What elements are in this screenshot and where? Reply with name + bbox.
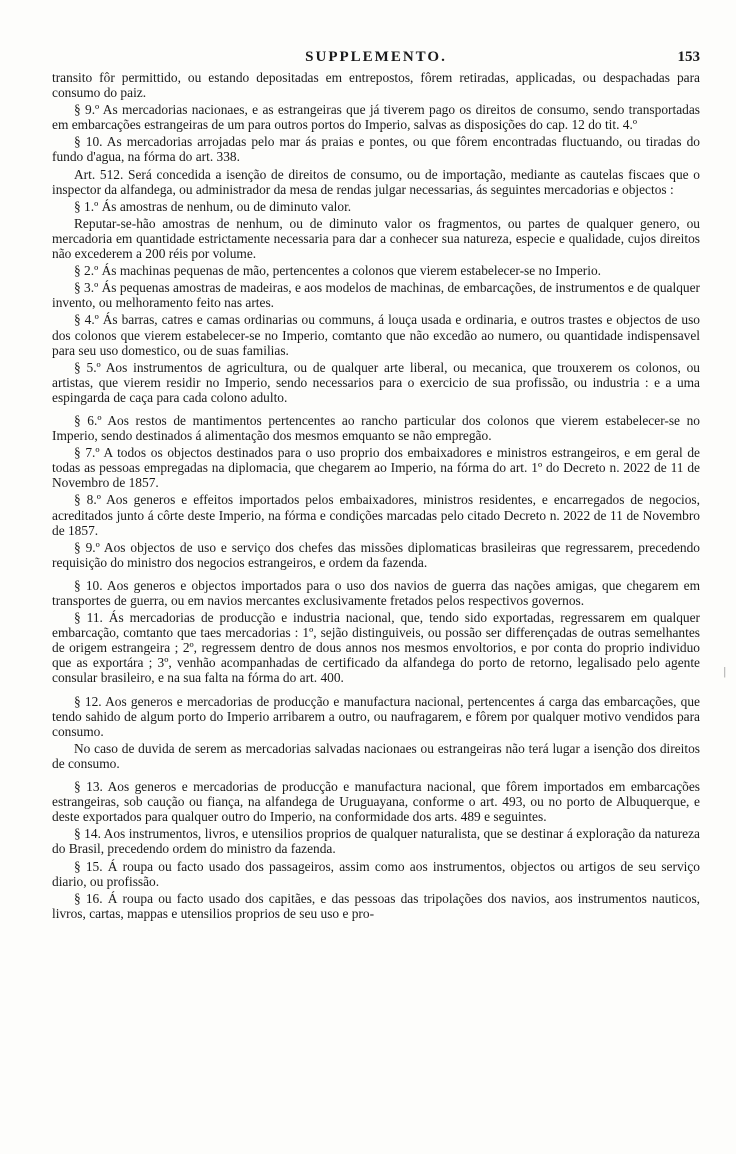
paragraph-article-512: Art. 512. Será concedida a isenção de direitos de consumo, ou de importação, mediante as cautelas fiscaes que o inspector da alfandega, ou administrador da mesa de rendas julgar necessarias, ás seguintes mercadorias e objectos :	[52, 166, 700, 197]
paragraph-section-12: § 12. Aos generos e mercadorias de producção e manufactura nacional, pertencentes á carga das embarcações, que tendo sahido de algum porto do Imperio arribarem a outro, ou naufragarem, e fôrem por qualquer motivo vendidos para consumo.	[52, 693, 700, 739]
paragraph-section-14: § 14. Aos instrumentos, livros, e utensilios proprios de qualquer naturalista, que se destinar á exploração da natureza do Brasil, precedendo ordem do ministro da fazenda.	[52, 826, 700, 857]
paragraph-section-3: § 3.º Ás pequenas amostras de madeiras, e aos modelos de machinas, de embarcações, de instrumentos e de qualquer invento, ou melhoramento feito nas artes.	[52, 280, 700, 311]
paragraph-section-9b: § 9.º Aos objectos de uso e serviço dos chefes das missões diplomaticas brasileiras que regressarem, precedendo requisição do ministro dos negocios estrangeiros, e ordem da fazenda.	[52, 539, 700, 570]
paragraph-section-13: § 13. Aos generos e mercadorias de producção e manufactura nacional, que fôrem importados em embarcações estrangeiras, sob caução ou fiança, na alfandega de Uruguayana, conforme o art. 493, ou no porto de Albuquerque, e deste exportados para qualquer outro do Imperio, na conformidade dos arts. 489 e seguintes.	[52, 779, 700, 825]
paragraph-section-15: § 15. Á roupa ou facto usado dos passageiros, assim como aos instrumentos, objectos ou artigos de seu serviço diario, ou profissão.	[52, 858, 700, 889]
paragraph-samples-definition: Reputar-se-hão amostras de nenhum, ou de diminuto valor os fragmentos, ou partes de qualquer genero, ou mercadoria em quantidade estrictamente necessaria para dar a conhecer sua natureza, especie e qualidade, cujos direitos não excederem a 200 réis por volume.	[52, 215, 700, 262]
paragraph-section-5: § 5.º Aos instrumentos de agricultura, ou de qualquer arte liberal, ou mecanica, que trouxerem os colonos, ou artistas, que vierem residir no Imperio, sendo necessarios para o exercicio de sua profissão, ou industria : e a uma espingarda de caça para cada colono adulto.	[52, 359, 700, 405]
paragraph-section-10b: § 10. Aos generos e objectos importados para o uso dos navios de guerra das nações amigas, que chegarem em transportes de guerra, ou em navios mercantes exclusivamente fretados pelos respectivos governos.	[52, 577, 700, 608]
paragraph-section-2: § 2.º Ás machinas pequenas de mão, pertencentes a colonos que vierem estabelecer-se no Imperio.	[74, 263, 602, 279]
paragraph-salvage-note: No caso de duvida de serem as mercadorias salvadas nacionaes ou estrangeiras não terá lugar a isenção dos direitos de consumo.	[52, 740, 700, 771]
paragraph-section-1: § 1.º Ás amostras de nenhum, ou de diminuto valor.	[74, 198, 352, 214]
margin-mark: |	[723, 664, 726, 678]
paragraph-section-9: § 9.º As mercadorias nacionaes, e as estrangeiras que já tiverem pago os direitos de consumo, sendo transportadas em embarcações estrangeiras de um para outros portos do Imperio, salvas as disposições do cap. 12 do tit. 4.º	[52, 102, 700, 133]
running-title: SUPPLEMENTO.	[305, 49, 447, 65]
paragraph-section-11: § 11. Ás mercadorias de producção e industria nacional, que, tendo sido exportadas, regressarem em qualquer embarcação, comtanto que taes mercadorias : 1º, sejão distinguiveis, ou possão ser differençadas de outras semelhantes de origem estrangeira ; 2º, regressem dentro de dous annos nos mesmos envoltorios, e por conta do proprio individuo que as exportára ; 3º, venhão acompanhadas de certificado da alfandega do porto de retorno, legalisado pelo agente consular brasileiro, e na sua falta na fórma do art. 400.	[52, 610, 700, 686]
paragraph-section-16: § 16. Á roupa ou facto usado dos capitães, e das pessoas das tripolações dos navios, aos instrumentos nauticos, livros, cartas, mappas e utensilios proprios de seu uso e pro-	[52, 890, 700, 921]
paragraph-section-10: § 10. As mercadorias arrojadas pelo mar ás praias e pontes, ou que fôrem encontradas fluctuando, ou tiradas do fundo d'agua, na fórma do art. 338.	[52, 134, 700, 165]
paragraph-section-7: § 7.º A todos os objectos destinados para o uso proprio dos embaixadores e ministros estrangeiros, e em geral de todas as pessoas empregadas na diplomacia, que chegarem ao Imperio, na fórma do art. 1º do Decreto n. 2022 de 11 de Novembro de 1857.	[52, 445, 700, 491]
body-text	[52, 70, 700, 921]
page-header	[52, 44, 700, 70]
page-number: 153	[677, 49, 700, 65]
paragraph-section-6: § 6.º Aos restos de mantimentos pertencentes ao rancho particular dos colonos que vierem estabelecer-se no Imperio, sendo destinados á alimentação dos mesmos emquanto se não empregão.	[52, 412, 700, 444]
paragraph-continuation: transito fôr permittido, ou estando depositadas em entrepostos, fôrem retiradas, applicadas, ou despachadas para consumo do paiz.	[52, 70, 700, 101]
paragraph-section-8: § 8.º Aos generos e effeitos importados pelos embaixadores, ministros residentes, e encarregados de negocios, acreditados junto á côrte deste Imperio, na fórma e condições marcadas pelo citado Decreto n. 2022 de 11 de Novembro de 1857.	[52, 492, 700, 538]
paragraph-section-4: § 4.º Ás barras, catres e camas ordinarias ou communs, á louça usada e ordinaria, e outros trastes e objectos de uso dos colonos que vierem estabelecer-se no Imperio, comtanto que não excedão ao numero, ou quantidade indispensavel para seu uso domestico, ou de suas familias.	[52, 312, 700, 358]
